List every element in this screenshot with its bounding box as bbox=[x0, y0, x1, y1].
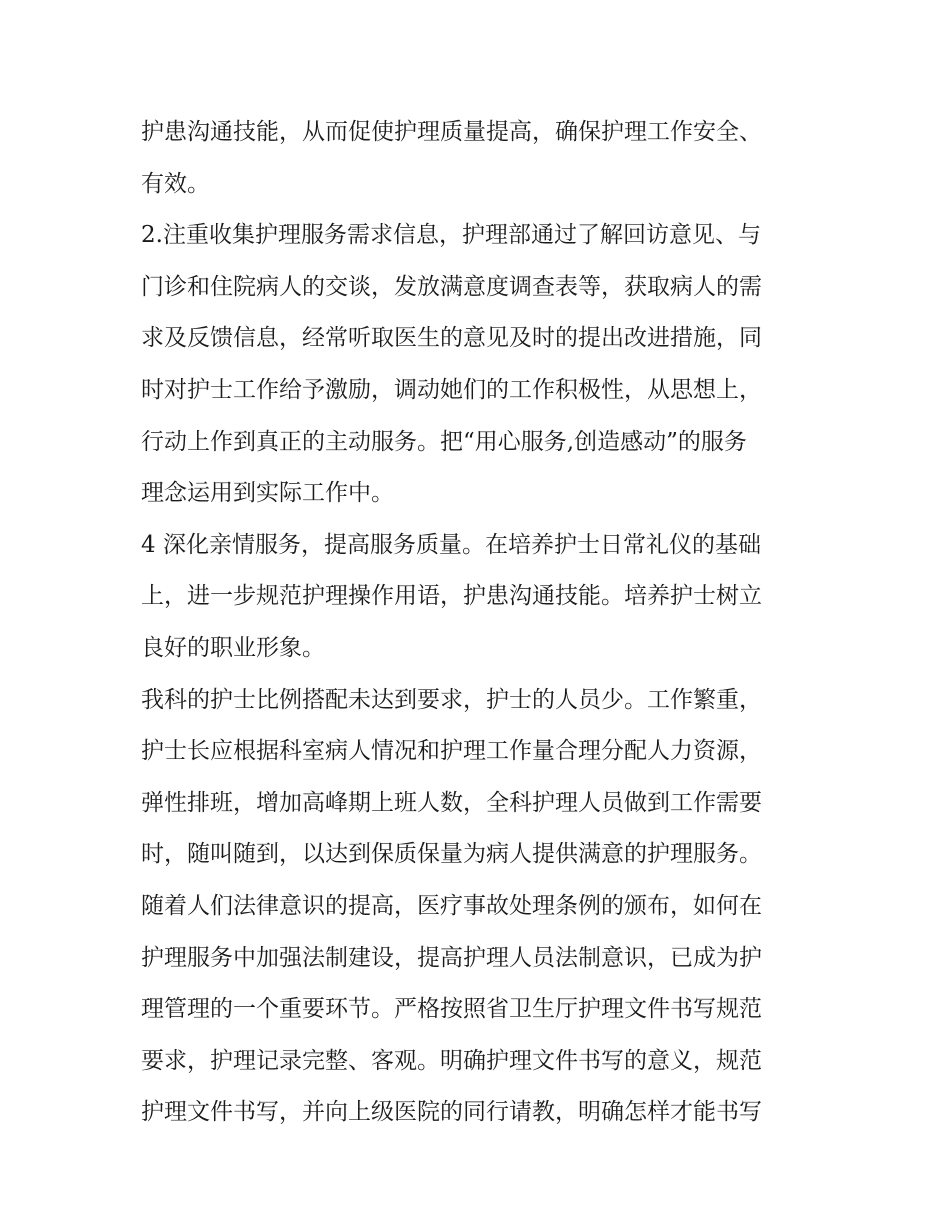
text-line: 弹性排班，增加高峰期上班人数，全科护理人员做到工作需要 bbox=[141, 789, 762, 816]
text-line: 求及反馈信息，经常听取医生的意见及时的提出改进措施，同 bbox=[141, 325, 762, 352]
text-line: 护患沟通技能，从而促使护理质量提高，确保护理工作安全、 bbox=[141, 119, 762, 145]
text-line: 理管理的一个重要环节。严格按照省卫生厅护理文件书写规范 bbox=[141, 996, 762, 1023]
text-line: 门诊和住院病人的交谈，发放满意度调查表等，获取病人的需 bbox=[141, 273, 762, 300]
text-line: 要求，护理记录完整、客观。明确护理文件书写的意义，规范 bbox=[141, 1047, 762, 1074]
text-line: 良好的职业形象。 bbox=[141, 634, 325, 661]
text-line: 理念运用到实际工作中。 bbox=[141, 480, 394, 507]
text-line: 2.注重收集护理服务需求信息，护理部通过了解回访意见、与 bbox=[141, 222, 761, 249]
text-line: 随着人们法律意识的提高，医疗事故处理条例的颁布，如何在 bbox=[141, 892, 762, 919]
body-text bbox=[141, 107, 821, 1139]
text-line: 护理服务中加强法制建设，提高护理人员法制意识，已成为护 bbox=[141, 944, 762, 971]
text-line: 时对护士工作给予激励，调动她们的工作积极性，从思想上， bbox=[141, 376, 762, 403]
text-line: 护理文件书写，并向上级医院的同行请教，明确怎样才能书写 bbox=[141, 1099, 762, 1126]
text-line: 时，随叫随到，以达到保质保量为病人提供满意的护理服务。 bbox=[141, 841, 762, 868]
text-line: 上，进一步规范护理操作用语，护患沟通技能。培养护士树立 bbox=[141, 583, 762, 610]
text-line: 行动上作到真正的主动服务。把“用心服务,创造感动”的服务 bbox=[141, 428, 747, 455]
text-line: 我科的护士比例搭配未达到要求，护士的人员少。工作繁重， bbox=[141, 686, 762, 713]
text-line: 护士长应根据科室病人情况和护理工作量合理分配人力资源， bbox=[141, 738, 762, 765]
text-line: 4 深化亲情服务，提高服务质量。在培养护士日常礼仪的基础 bbox=[141, 531, 761, 558]
text-line: 有效。 bbox=[141, 170, 210, 197]
